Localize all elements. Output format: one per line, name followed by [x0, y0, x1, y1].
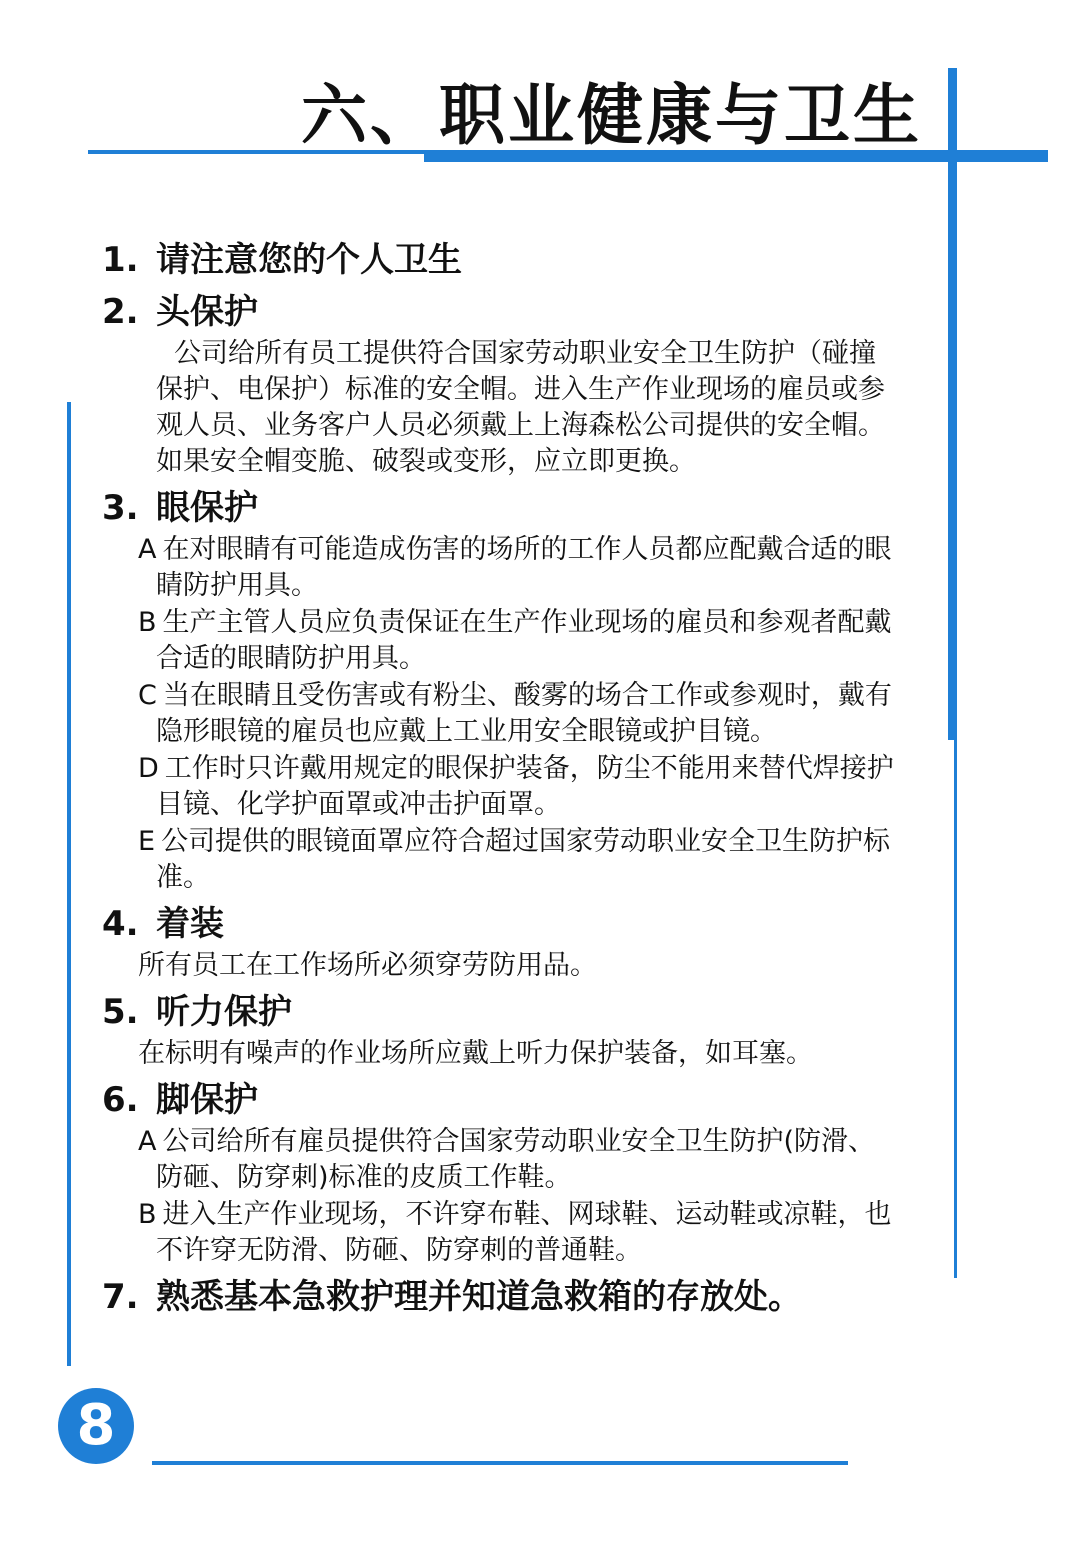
hearing-text: 在标明有噪声的作业场所应戴上听力保护装备，如耳塞。	[138, 1038, 813, 1069]
page-title: 六、职业健康与卫生	[301, 77, 922, 154]
section-1-heading: 1. 请注意您的个人卫生	[102, 240, 462, 280]
left-vertical-line	[67, 402, 71, 1366]
eye-item-a: A 在对眼睛有可能造成伤害的场所的工作人员都应配戴合适的眼睛防护用具。	[138, 534, 892, 601]
section-6-heading: 6. 脚保护	[102, 1080, 258, 1120]
section-4-heading: 4. 着装	[102, 904, 224, 944]
section-2-heading: 2. 头保护	[102, 292, 258, 332]
section-3-heading: 3. 眼保护	[102, 488, 258, 528]
eye-item-c: C 当在眼睛且受伤害或有粉尘、酸雾的场合工作或参观时，戴有隐形眼镜的雇员也应戴上工业用安全眼镜或护目镜。	[138, 680, 892, 747]
title-vertical-bar	[948, 68, 957, 740]
footer-line	[152, 1461, 848, 1465]
eye-item-b: B 生产主管人员应负责保证在生产作业现场的雇员和参观者配戴合适的眼睛防护用具。	[138, 607, 892, 674]
eye-item-e: E 公司提供的眼镜面罩应符合超过国家劳动职业安全卫生防护标准。	[138, 826, 891, 893]
section-7-heading: 7. 熟悉基本急救护理并知道急救箱的存放处。	[102, 1277, 802, 1317]
head-protection-paragraph: 公司给所有员工提供符合国家劳动职业安全卫生防护（碰撞保护、电保护）标准的安全帽。进入生产作业现场的雇员或参观人员、业务客户人员必须戴上上海森松公司提供的安全帽。如果安全帽变脆、破裂或变形，应立即更换。	[156, 338, 885, 477]
clothing-text: 所有员工在工作场所必须穿劳防用品。	[138, 950, 597, 981]
eye-item-d: D 工作时只许戴用规定的眼保护装备，防尘不能用来替代焊接护目镜、化学护面罩或冲击护面罩。	[138, 753, 894, 820]
page-number-badge: 8	[58, 1388, 134, 1464]
right-vertical-line	[954, 740, 957, 1278]
content	[102, 232, 902, 1321]
section-5-heading: 5. 听力保护	[102, 992, 292, 1032]
foot-item-b: B 进入生产作业现场，不许穿布鞋、网球鞋、运动鞋或凉鞋，也不许穿无防滑、防砸、防穿刺的普通鞋。	[138, 1199, 892, 1266]
foot-item-a: A 公司给所有雇员提供符合国家劳动职业安全卫生防护(防滑、防砸、防穿刺)标准的皮质工作鞋。	[138, 1126, 876, 1193]
